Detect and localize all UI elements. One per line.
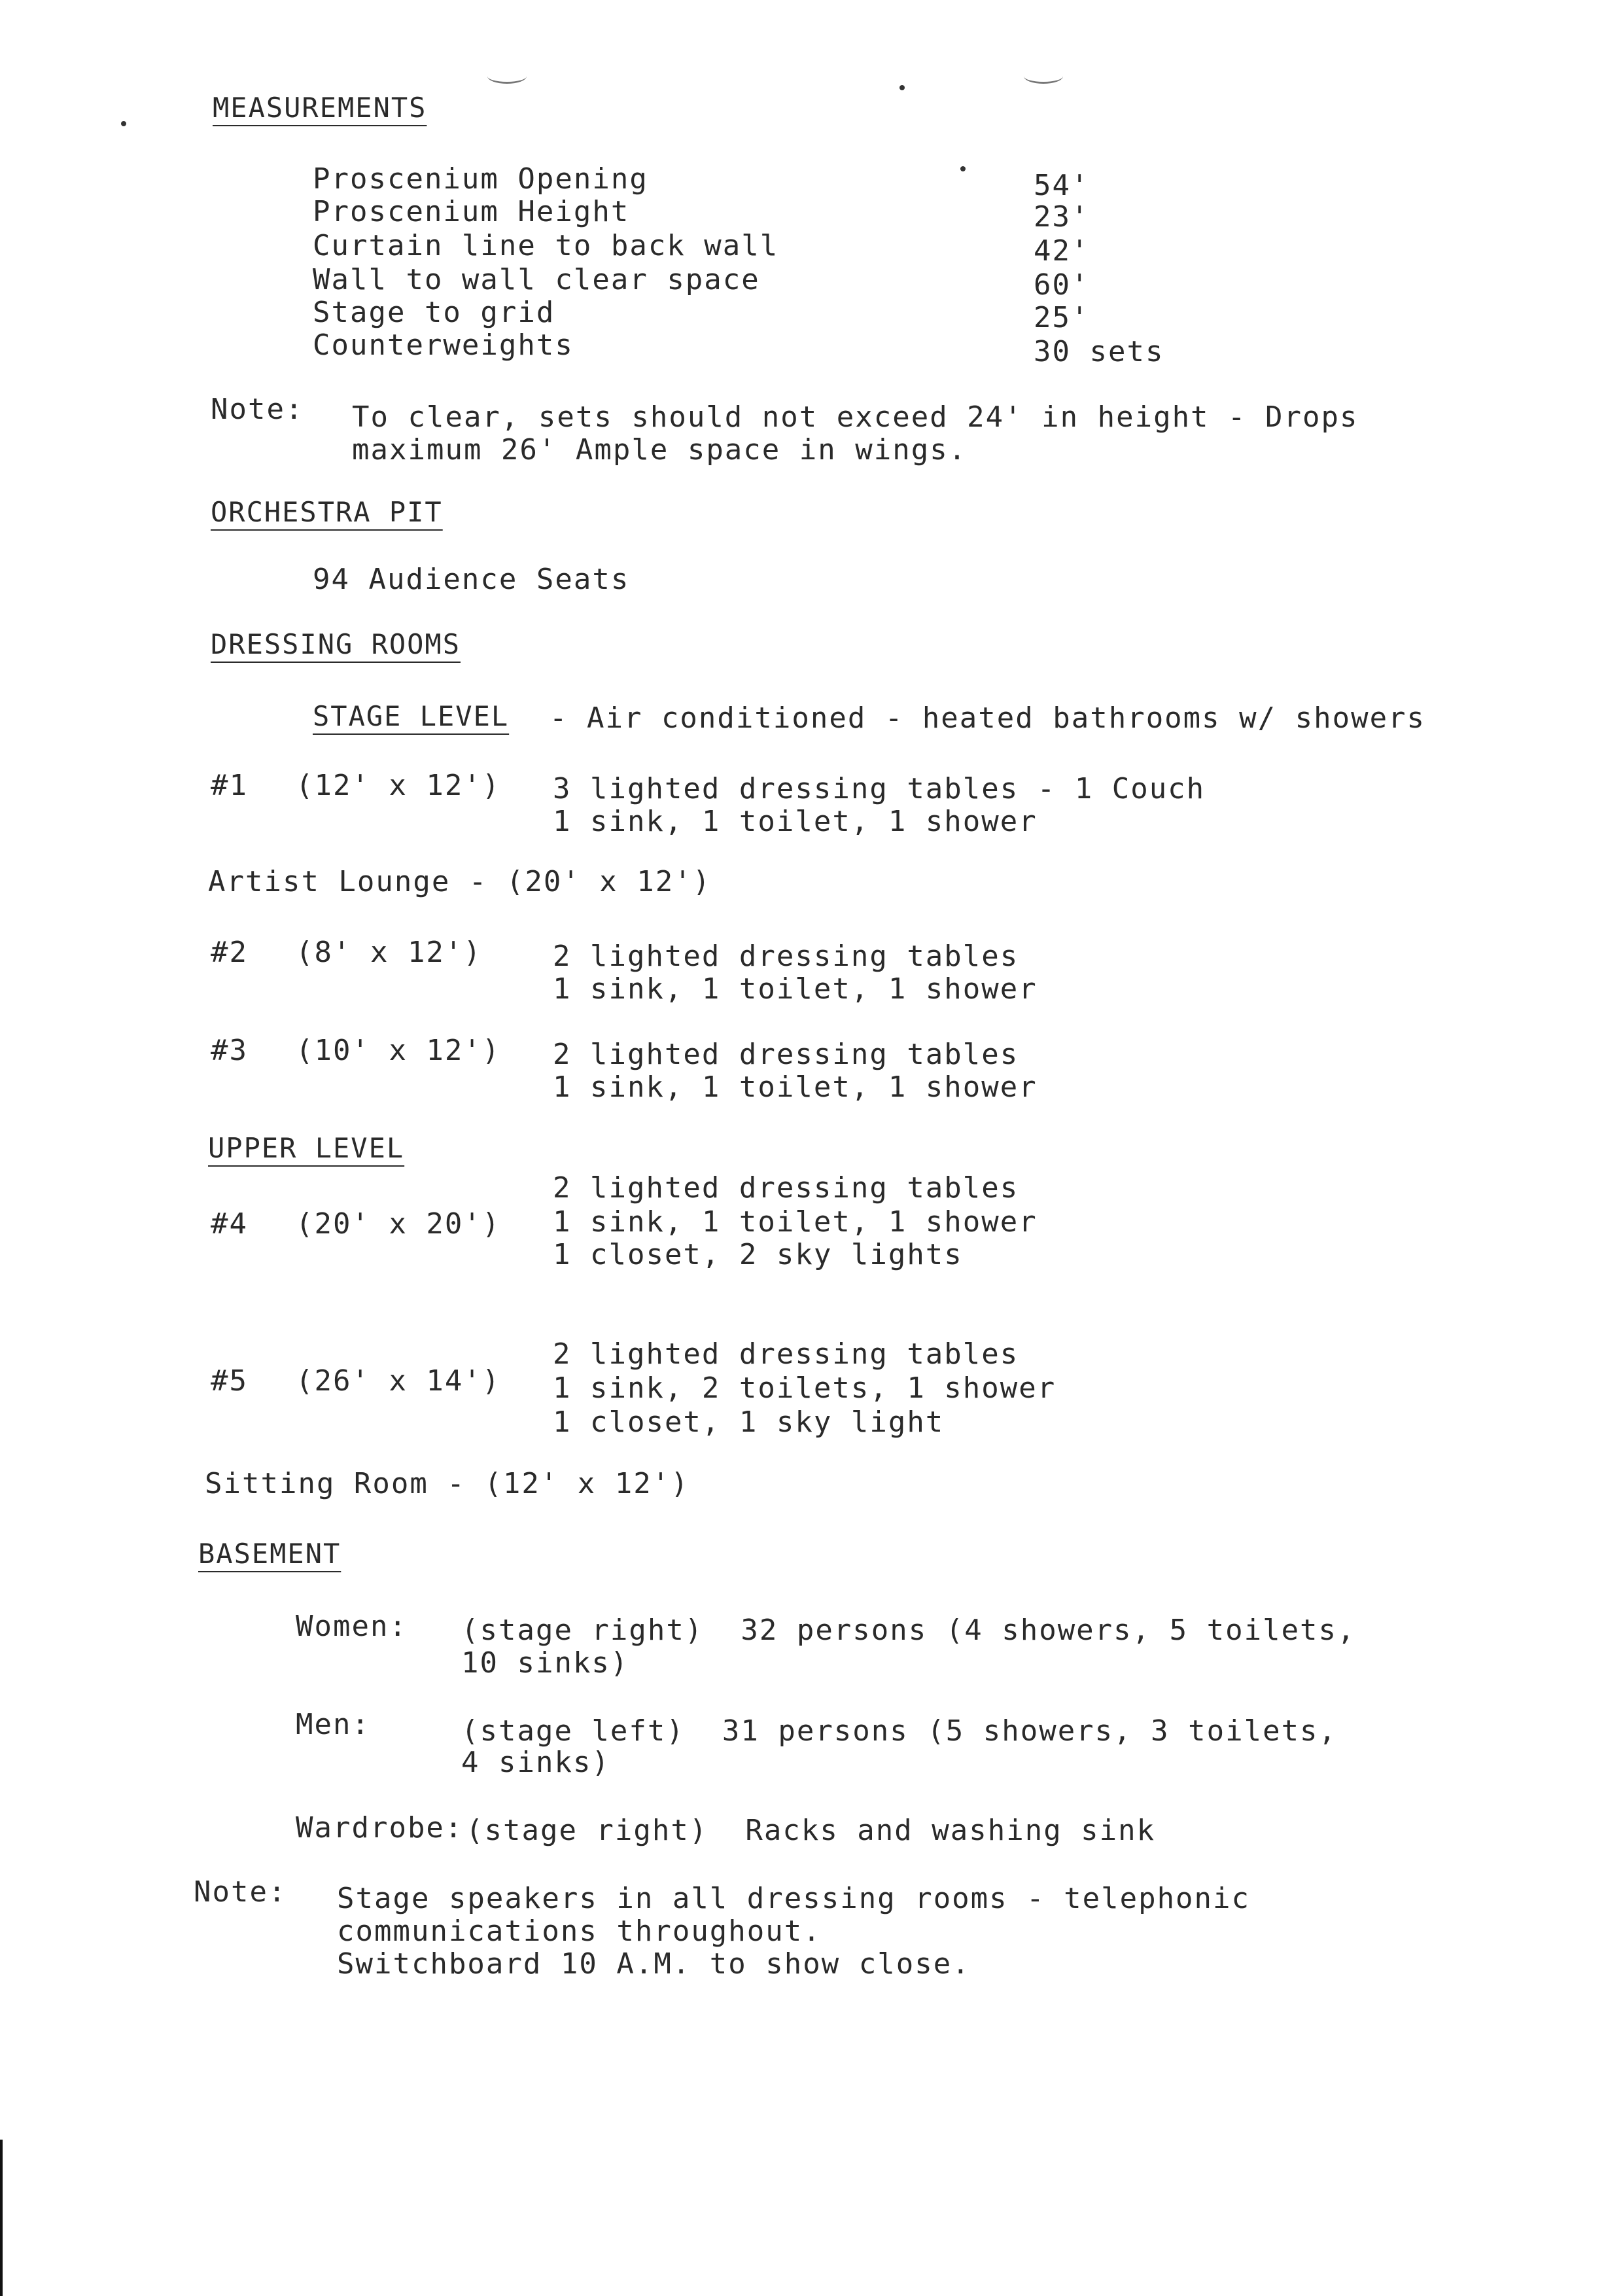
room-number: #2 <box>211 936 248 969</box>
note-text: communications throughout. <box>337 1915 822 1948</box>
note-text: Switchboard 10 A.M. to show close. <box>337 1947 971 1981</box>
room-feature: 1 closet, 2 sky lights <box>553 1238 963 1271</box>
room-feature: 1 sink, 1 toilet, 1 shower <box>553 1205 1038 1239</box>
sitting-room: Sitting Room - (12' x 12') <box>205 1467 689 1500</box>
scan-mark <box>1024 69 1063 84</box>
measurement-value: 30 sets <box>1034 335 1164 368</box>
room-number: #4 <box>211 1207 248 1241</box>
men-label: Men: <box>296 1708 370 1741</box>
room-feature: 1 sink, 2 toilets, 1 shower <box>553 1371 1056 1405</box>
dressing-rooms-heading: DRESSING ROOMS <box>211 628 461 660</box>
room-number: #3 <box>211 1034 248 1067</box>
note-text: maximum 26' Ample space in wings. <box>352 433 968 467</box>
measurement-value: 60' <box>1034 268 1090 302</box>
room-feature: 1 closet, 1 sky light <box>553 1405 945 1439</box>
scan-mark <box>487 69 527 84</box>
room-feature: 2 lighted dressing tables <box>553 1038 1019 1071</box>
upper-level-heading: UPPER LEVEL <box>208 1132 405 1164</box>
room-size: (10' x 12') <box>296 1034 501 1067</box>
wardrobe-label: Wardrobe: <box>296 1811 464 1845</box>
room-feature: 2 lighted dressing tables <box>553 940 1019 973</box>
stage-level-description: - Air conditioned - heated bathrooms w/ showers <box>550 701 1426 735</box>
room-number: #1 <box>211 769 248 802</box>
men-details: 4 sinks) <box>461 1746 610 1779</box>
note-label: Note: <box>211 393 304 426</box>
measurement-label: Wall to wall clear space <box>313 263 760 296</box>
wardrobe-details: (stage right) Racks and washing sink <box>466 1814 1156 1847</box>
measurement-label: Stage to grid <box>313 296 555 329</box>
measurement-value: 54' <box>1034 169 1090 202</box>
measurements-heading: MEASUREMENTS <box>213 92 427 124</box>
stage-level-heading: STAGE LEVEL <box>313 700 510 732</box>
women-details: (stage right) 32 persons (4 showers, 5 toilets, <box>461 1614 1356 1647</box>
room-feature: 2 lighted dressing tables <box>553 1337 1019 1371</box>
room-feature: 2 lighted dressing tables <box>553 1171 1019 1205</box>
note-text: Stage speakers in all dressing rooms - telephonic <box>337 1882 1251 1915</box>
note-label: Note: <box>194 1875 287 1909</box>
room-size: (12' x 12') <box>296 769 501 802</box>
measurement-label: Proscenium Height <box>313 195 630 228</box>
audience-seats: 94 Audience Seats <box>313 563 630 596</box>
scan-speck <box>899 85 905 90</box>
room-size: (8' x 12') <box>296 936 482 969</box>
basement-heading: BASEMENT <box>198 1538 341 1570</box>
room-feature: 3 lighted dressing tables - 1 Couch <box>553 772 1206 805</box>
scan-edge <box>0 2140 3 2296</box>
room-size: (20' x 20') <box>296 1207 501 1241</box>
women-details: 10 sinks) <box>461 1646 629 1680</box>
room-feature: 1 sink, 1 toilet, 1 shower <box>553 805 1038 838</box>
room-feature: 1 sink, 1 toilet, 1 shower <box>553 972 1038 1006</box>
women-label: Women: <box>296 1610 408 1643</box>
room-number: #5 <box>211 1364 248 1398</box>
artist-lounge: Artist Lounge - (20' x 12') <box>208 865 712 898</box>
note-text: To clear, sets should not exceed 24' in height - Drops <box>352 400 1359 434</box>
measurement-value: 25' <box>1034 301 1090 334</box>
measurement-label: Proscenium Opening <box>313 162 648 196</box>
measurement-label: Counterweights <box>313 328 574 362</box>
scan-speck <box>960 166 966 171</box>
measurement-label: Curtain line to back wall <box>313 229 779 262</box>
room-size: (26' x 14') <box>296 1364 501 1398</box>
measurement-value: 23' <box>1034 200 1090 234</box>
room-feature: 1 sink, 1 toilet, 1 shower <box>553 1070 1038 1104</box>
measurement-value: 42' <box>1034 234 1090 268</box>
scan-speck <box>121 121 126 126</box>
orchestra-pit-heading: ORCHESTRA PIT <box>211 496 443 528</box>
men-details: (stage left) 31 persons (5 showers, 3 toilets, <box>461 1714 1338 1748</box>
